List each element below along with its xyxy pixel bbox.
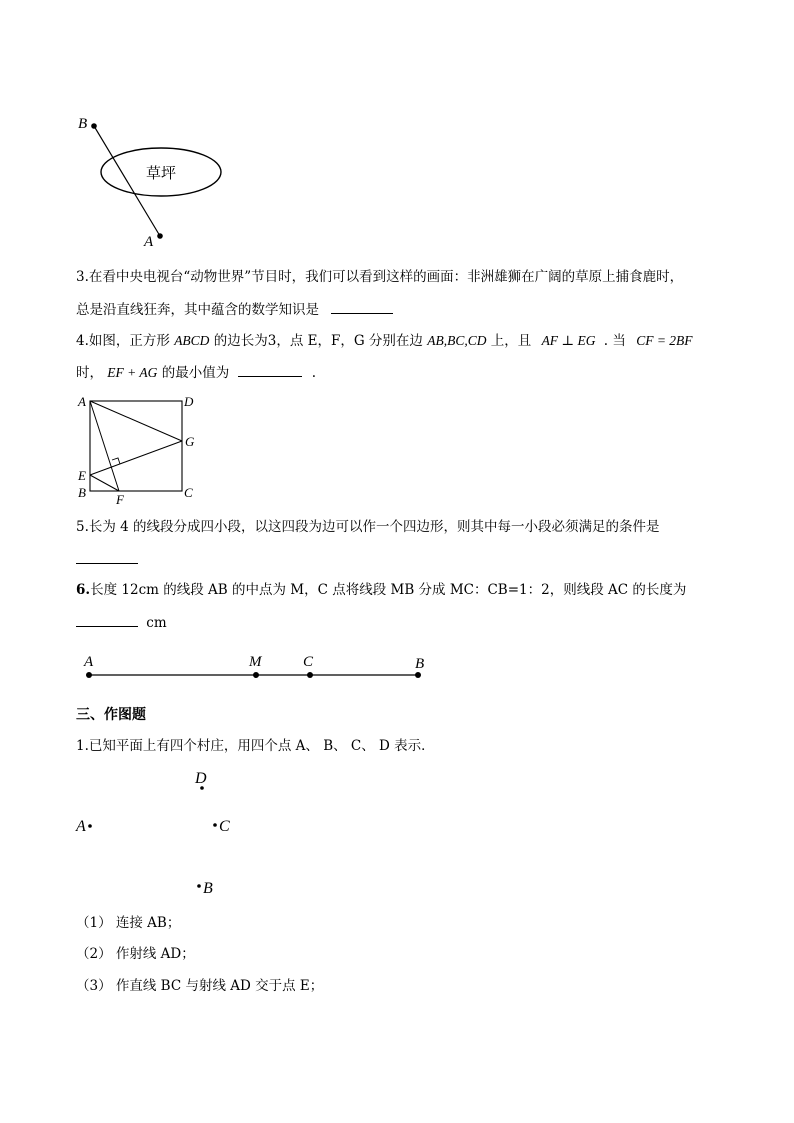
q3-answer-blank[interactable]: [331, 301, 393, 314]
point-m: [253, 672, 259, 678]
label-a: A: [144, 234, 154, 250]
label-a: A: [76, 818, 86, 835]
label-c: C: [184, 485, 193, 500]
q4-answer-blank[interactable]: [238, 364, 302, 377]
section-title: 三、作图题: [76, 707, 146, 723]
q4-period: .: [311, 365, 317, 381]
q4-text-b: 的边长为3，点 E，F，G 分别在边: [213, 333, 423, 349]
label-a: A: [84, 654, 94, 670]
step-2: （2） 作射线 AD；: [76, 946, 195, 962]
square-figure: [72, 390, 212, 510]
q5-line1: 5.长为 4 的线段分成四小段，以这四段为边可以作一个四边形，则其中每一小段必须满足的条件是: [76, 519, 660, 535]
q5-line2: [76, 551, 138, 568]
point-a: [86, 672, 92, 678]
label-b: B: [203, 880, 213, 897]
label-c: C: [303, 654, 314, 670]
lawn-figure: [70, 105, 240, 255]
point-b: [197, 884, 201, 888]
point-a: [88, 824, 92, 828]
step-3: （3） 作直线 BC 与射线 AD 交于点 E；: [76, 978, 324, 994]
q4-square-name: ABCD: [174, 333, 210, 348]
point-c: [213, 823, 217, 827]
q4-text-a: 4.如图，正方形: [76, 333, 170, 349]
point-a: [157, 233, 163, 239]
q6-line2: [76, 614, 167, 631]
q4-text-d: . 当: [603, 333, 626, 349]
q6-unit: cm: [146, 615, 167, 631]
label-b: B: [78, 116, 88, 132]
step-1: （1） 连接 AB；: [76, 915, 181, 931]
label-a: A: [78, 394, 86, 409]
label-g: G: [185, 434, 195, 449]
q4-condition: CF = 2BF: [636, 333, 693, 348]
segment-ag: [90, 401, 182, 441]
point-b: [415, 672, 421, 678]
p1-line1: 1.已知平面上有四个村庄，用四个点 A、 B、 C、 D 表示．: [76, 738, 435, 754]
lawn-label: 草坪: [146, 164, 177, 182]
label-b: B: [415, 656, 425, 672]
q4-line2: [76, 364, 316, 381]
q4-expr: EF + AG: [107, 365, 158, 380]
q3-line1: 3.在看中央电视台“动物世界”节目时，我们可以看到这样的画面：非洲雄狮在广阔的草原上捕食鹿时，: [76, 269, 684, 285]
q3-line2-text: 总是沿直线狂奔，其中蕴含的数学知识是: [76, 302, 319, 318]
label-f: F: [116, 492, 124, 507]
label-m: M: [249, 654, 262, 670]
q6-text: 长度 12cm 的线段 AB 的中点为 M，C 点将线段 MB 分成 MC：CB=1：2，则线段 AC 的长度为: [90, 582, 687, 598]
label-c: C: [219, 818, 230, 835]
point-c: [307, 672, 313, 678]
q4-perp: AF ⊥ EG: [541, 333, 596, 348]
q6-line1: [76, 582, 686, 598]
label-d: D: [184, 394, 194, 409]
label-d: D: [195, 770, 207, 787]
right-angle-mark: [112, 458, 120, 464]
label-b: B: [78, 485, 86, 500]
label-e: E: [78, 468, 86, 483]
segment-eg: [90, 441, 182, 475]
q4-line1: [76, 333, 693, 349]
segment-figure: [76, 648, 436, 688]
q3-line2: [76, 301, 393, 318]
q6-number: 6.: [76, 582, 91, 598]
q4-sides: AB,BC,CD: [427, 333, 487, 348]
q5-answer-blank[interactable]: [76, 551, 138, 564]
q4-text-c: 上，且: [490, 333, 532, 349]
q6-answer-blank[interactable]: [76, 614, 138, 627]
q4-text-e: 时，: [76, 365, 103, 381]
villages-figure: [70, 762, 270, 902]
q4-text-f: 的最小值为: [161, 365, 230, 381]
point-b: [91, 123, 97, 129]
